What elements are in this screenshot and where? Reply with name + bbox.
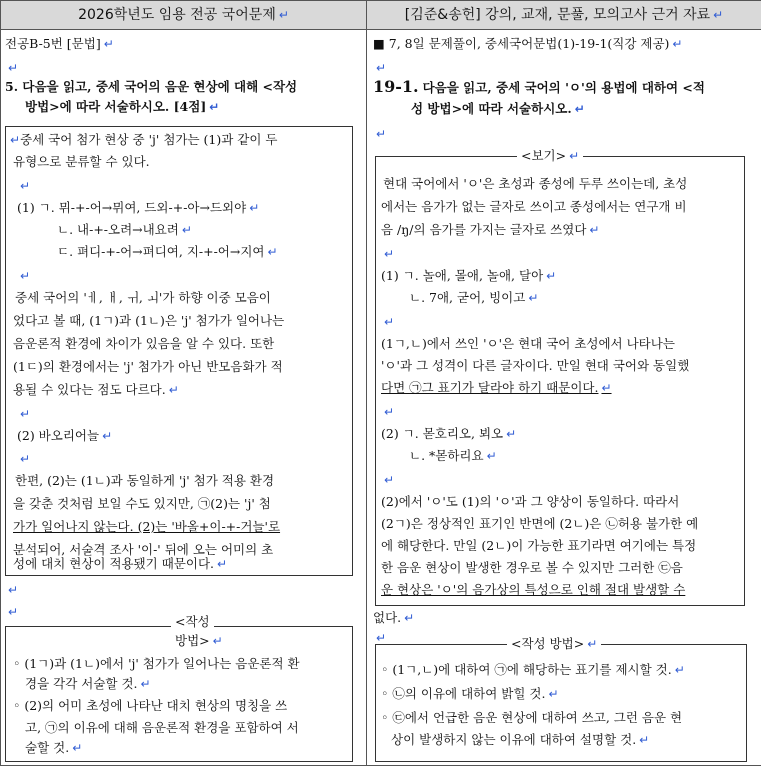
return-line xyxy=(17,451,30,467)
method-item-2: ◦ (2)의 어미 초성에 나타난 대치 현상의 명칭을 쓰 xyxy=(13,698,288,713)
method-item-3: ◦ ㉢에서 언급한 음운 현상에 대하여 쓰고, 그런 음운 현 xyxy=(381,710,683,725)
question-line-1: 19-1. 다음을 읽고, 중세 국어의 'ㅇ'의 용법에 대하여 <적 xyxy=(373,77,705,96)
bogi-line: 에서는 음가가 없는 글자로 쓰이고 종성에서는 연구개 비 xyxy=(381,199,687,214)
bogi-example-2b: ㄴ. *몯하리요 ↵ xyxy=(409,448,497,463)
method-item-1: ◦ (1ㄱ,ㄴ)에 대하여 ㉠에 해당하는 표기를 제시할 것. ↵ xyxy=(381,662,685,677)
return-icon: ↵ xyxy=(102,429,113,443)
method-title-2: 방법> ↵ xyxy=(171,633,227,649)
right-column xyxy=(367,30,761,766)
return-line xyxy=(5,604,18,620)
return-icon: ↵ xyxy=(181,223,192,237)
return-icon: ↵ xyxy=(384,315,395,329)
bogi-line: (2)에서 'ㅇ'도 (1)의 'ㅇ'과 그 양상이 동일하다. 따라서 xyxy=(381,494,680,509)
return-icon: ↵ xyxy=(140,677,151,691)
bogi-line: 한 음운 현상이 발생한 경우로 볼 수 있지만 그러한 ㉢음 xyxy=(381,560,683,575)
return-line xyxy=(373,126,386,142)
return-icon: ↵ xyxy=(589,223,600,237)
passage-line: 음운론적 환경에 차이가 있음을 알 수 있다. 또한 xyxy=(13,336,275,351)
return-icon: ↵ xyxy=(8,583,19,597)
passage-line: 었다고 볼 때, (1ㄱ)과 (1ㄴ)은 'j' 첨가가 일어나는 xyxy=(13,313,285,328)
return-icon: ↵ xyxy=(168,383,179,397)
method-item-2: 고, ㉠의 이유에 대해 음운론적 환경을 포함하여 서 xyxy=(25,720,299,735)
method-item-1: 경을 각각 서술할 것. ↵ xyxy=(25,676,151,691)
bogi-line: 음 /ŋ/의 음가를 가지는 글자로 쓰였다 ↵ xyxy=(381,222,600,237)
return-icon: ↵ xyxy=(72,741,83,755)
return-icon: ↵ xyxy=(384,405,395,419)
return-icon: ↵ xyxy=(376,127,387,141)
passage-line: 유형으로 분류할 수 있다. xyxy=(13,154,150,169)
return-icon: ↵ xyxy=(212,634,223,648)
return-icon: ↵ xyxy=(20,269,31,283)
return-line xyxy=(381,472,394,488)
example-1a: (1) ㄱ. 뮈-+-어→뮈여, 드외-+-아→드외야 ↵ xyxy=(17,200,260,215)
return-icon: ↵ xyxy=(528,291,539,305)
bogi-title: <보기> ↵ xyxy=(517,148,583,164)
return-line xyxy=(17,178,30,194)
passage-line: 용될 수 있다는 점도 다르다. ↵ xyxy=(13,382,179,397)
return-line xyxy=(373,60,386,76)
return-line xyxy=(5,582,18,598)
bogi-line: (1ㄱ,ㄴ)에서 쓰인 'ㅇ'은 현대 국어 초성에서 나타나는 xyxy=(381,336,675,351)
return-line xyxy=(381,246,394,262)
return-icon: ↵ xyxy=(506,427,517,441)
question-line-1: 5. 다음을 읽고, 중세 국어의 음운 현상에 대해 <작성 xyxy=(5,79,298,94)
return-icon: ↵ xyxy=(713,8,724,22)
return-icon: ↵ xyxy=(278,8,289,22)
bogi-line: 현대 국어에서 'ㅇ'은 초성과 종성에 두루 쓰이는데, 초성 xyxy=(383,176,688,191)
return-icon: ↵ xyxy=(384,247,395,261)
passage-line: ↵중세 국어 첨가 현상 중 'j' 첨가는 (1)과 같이 두 xyxy=(10,132,278,147)
return-icon: ↵ xyxy=(569,149,580,163)
return-icon: ↵ xyxy=(217,557,228,571)
left-column xyxy=(1,30,367,766)
passage-line: 을 갖춘 것처럼 보일 수도 있지만, ㉠(2)는 'j' 첨 xyxy=(13,496,271,511)
return-icon: ↵ xyxy=(103,37,114,51)
return-line xyxy=(5,60,18,76)
exam-id: 전공B-5번 [문법] ↵ xyxy=(5,36,114,51)
return-line xyxy=(381,314,394,330)
return-icon: ↵ xyxy=(574,102,585,116)
header-left xyxy=(1,1,367,30)
header-right xyxy=(367,1,761,30)
return-icon: ↵ xyxy=(486,449,497,463)
return-icon: ↵ xyxy=(639,733,650,747)
return-icon: ↵ xyxy=(376,61,387,75)
return-icon: ↵ xyxy=(20,179,31,193)
return-icon: ↵ xyxy=(674,663,685,677)
return-icon: ↵ xyxy=(20,407,31,421)
method-title: <작성 방법> ↵ xyxy=(507,636,601,652)
return-icon: ↵ xyxy=(546,269,557,283)
return-icon: ↵ xyxy=(548,687,559,701)
question-line-2: 방법>에 따라 서술하시오. [4점] ↵ xyxy=(25,99,220,114)
return-icon: ↵ xyxy=(672,37,683,51)
header-left-text: 2026학년도 임용 전공 국어문제 xyxy=(78,7,276,23)
bogi-line: 없다. ↵ xyxy=(373,610,415,625)
method-item-2: ◦ ㉡의 이유에 대하여 밝힐 것. ↵ xyxy=(381,686,559,701)
return-icon: ↵ xyxy=(209,100,220,114)
header-right-text: [김준&송헌] 강의, 교재, 문풀, 모의고사 근거 자료 xyxy=(404,7,711,23)
passage-line: 가가 일어나지 않는다. (2)는 '바올+이-+-거늘'로 xyxy=(13,519,281,534)
question-line-2: 성 방법>에 따라 서술하시오. ↵ xyxy=(411,101,585,116)
method-item-2: 술할 것. ↵ xyxy=(25,740,83,755)
passage-line: 분석되어, 서술격 조사 '이-' 뒤에 오는 어미의 초 xyxy=(13,542,274,557)
return-line xyxy=(17,268,30,284)
method-item-1: ◦ (1ㄱ)과 (1ㄴ)에서 'j' 첨가가 일어나는 음운론적 환 xyxy=(13,656,300,671)
return-icon: ↵ xyxy=(404,611,415,625)
bogi-line: 에 해당한다. 만일 (2ㄴ)이 가능한 표기라면 여기에는 특정 xyxy=(381,538,697,553)
example-2: (2) 바오리어늘 ↵ xyxy=(17,428,113,443)
return-icon: ↵ xyxy=(376,631,387,645)
return-icon: ↵ xyxy=(384,473,395,487)
return-icon: ↵ xyxy=(20,452,31,466)
return-icon: ↵ xyxy=(8,605,19,619)
return-icon: ↵ xyxy=(10,133,21,147)
passage-line: 중세 국어의 'ㅔ, ㅐ, ㅟ, ㅚ'가 하향 이중 모음이 xyxy=(15,290,271,305)
example-1b: ㄴ. 내-+-오려→내요려 ↵ xyxy=(57,222,192,237)
return-icon: ↵ xyxy=(587,637,598,651)
bogi-line: 운 현상은 'ㅇ'의 음가상의 특성으로 인해 절대 발생할 수 xyxy=(381,582,686,597)
session-info: ■ 7, 8일 문제풀이, 중세국어문법(1)-19-1(직강 제공) ↵ xyxy=(373,36,683,51)
return-icon: ↵ xyxy=(601,381,612,395)
method-title-1: <작성 xyxy=(171,614,214,630)
example-1c: ㄷ. 펴디-+-어→펴디여, 지-+-어→지여 ↵ xyxy=(57,244,278,259)
bogi-example-1b: ㄴ. 7애, 굳어, 빙이고 ↵ xyxy=(409,290,539,305)
method-item-3: 상이 발생하지 않는 이유에 대하여 설명할 것. ↵ xyxy=(391,732,650,747)
return-icon: ↵ xyxy=(8,61,19,75)
bogi-line: (2ㄱ)은 정상적인 표기인 반면에 (2ㄴ)은 ㉡허용 불가한 예 xyxy=(381,516,699,531)
bogi-example-1a: (1) ㄱ. 놀애, 몰애, 놀애, 달아 ↵ xyxy=(381,268,557,283)
return-icon: ↵ xyxy=(249,201,260,215)
bogi-example-2a: (2) ㄱ. 몯호리오, 뵈오 ↵ xyxy=(381,426,517,441)
passage-line: (1ㄷ)의 환경에서는 'j' 첨가가 아닌 반모음화가 적 xyxy=(13,359,283,374)
passage-line: 성에 대치 현상이 적용됐기 때문이다. ↵ xyxy=(13,556,228,571)
bogi-line: 'ㅇ'과 그 성격이 다른 글자이다. 만일 현대 국어와 동일했 xyxy=(381,358,690,373)
bogi-line: 다면 ㉠그 표기가 달라야 하기 때문이다. ↵ xyxy=(381,380,612,395)
return-icon: ↵ xyxy=(267,245,278,259)
return-line xyxy=(17,406,30,422)
return-line xyxy=(381,404,394,420)
passage-line: 한편, (2)는 (1ㄴ)과 동일하게 'j' 첨가 적용 환경 xyxy=(15,473,275,488)
